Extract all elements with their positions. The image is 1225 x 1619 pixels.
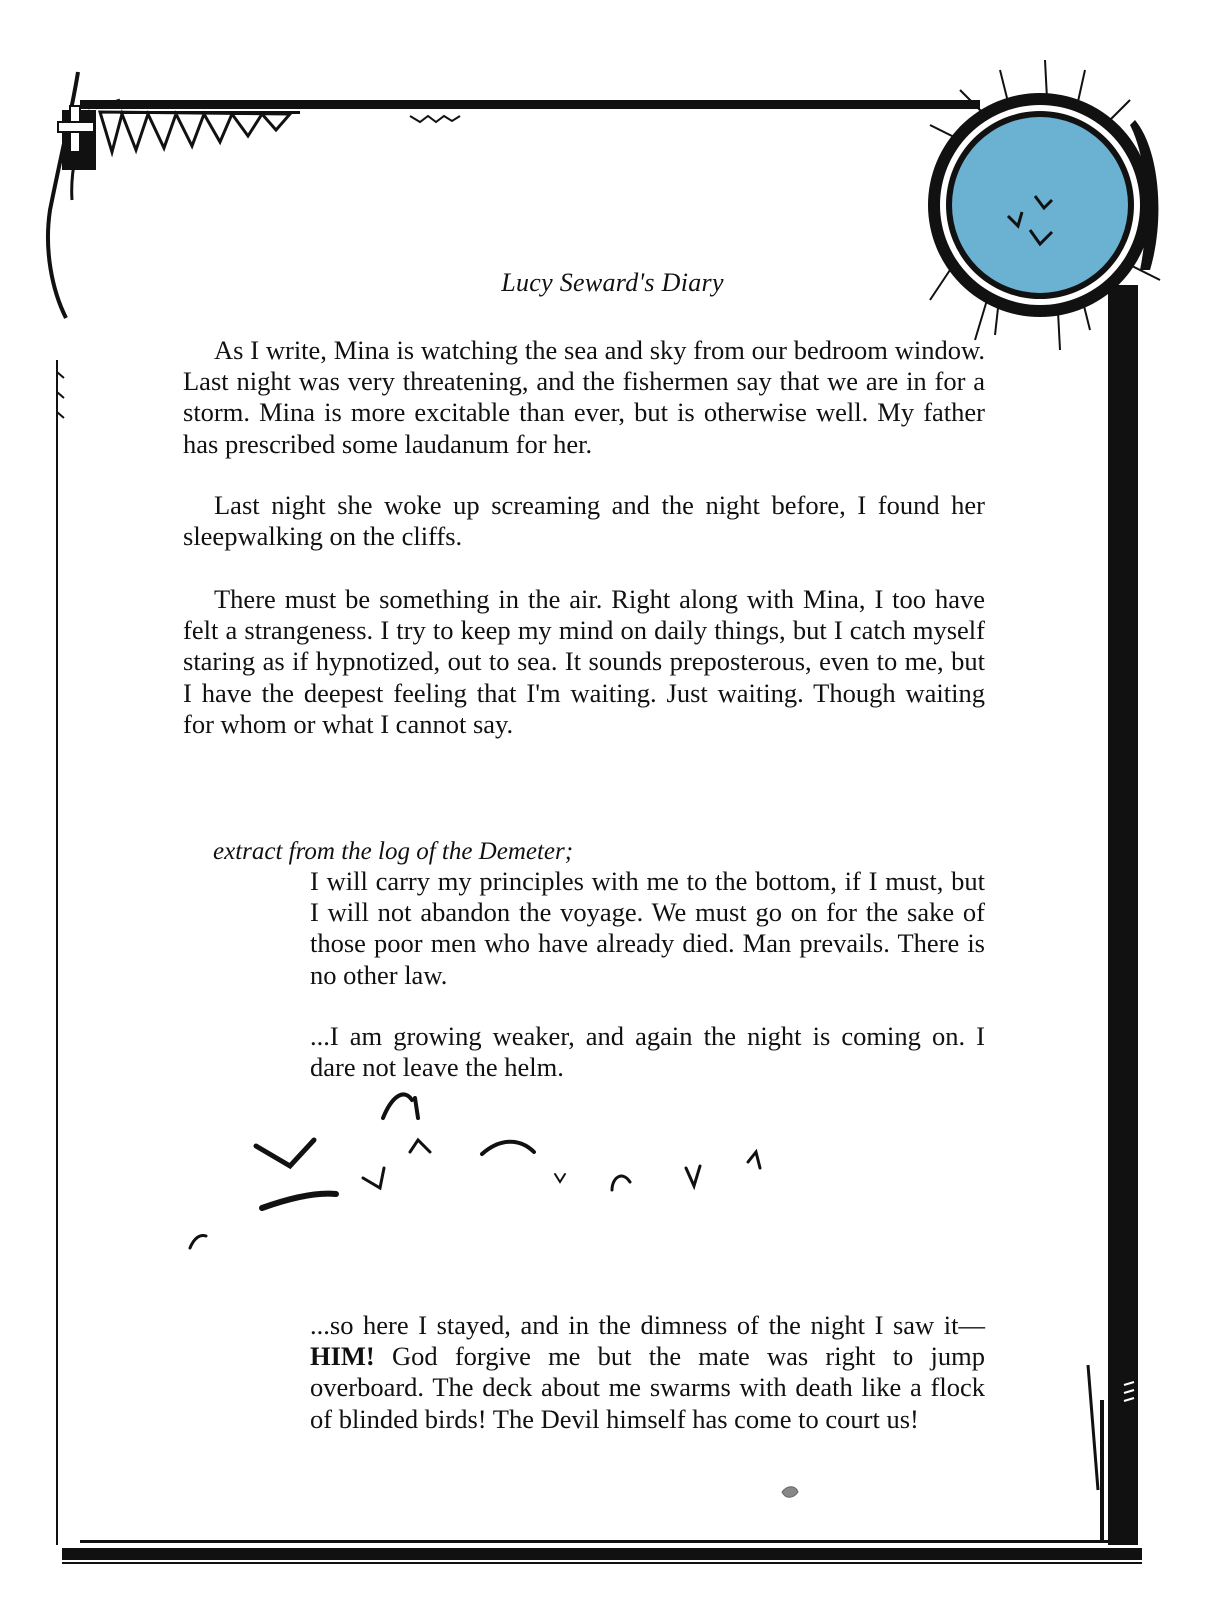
log-entry: I will carry my principles with me to the bottom, if I must, but I will not abandon the voyage. We must go on for the sake of those poor men who have already died. Man prevails. There is no other law. [310, 866, 985, 990]
left-border-line [56, 445, 58, 1545]
top-border-bar [80, 100, 980, 109]
diary-title: Lucy Seward's Diary [501, 268, 724, 297]
top-left-spikes [100, 112, 290, 152]
log-final-entry [310, 1310, 985, 1435]
diary-paragraph: Last night she woke up screaming and the night before, I found her sleepwalking on the cliffs. [183, 490, 985, 552]
log-final-text-after: God forgive me but the mate was right to jump overboard. The deck about me swarms with death like a flock of blinded birds! The Devil himself has come to court us! [310, 1341, 985, 1434]
bottom-border-thin [80, 1540, 1120, 1543]
left-edge-marks [57, 360, 64, 445]
diary-paragraph: There must be something in the air. Right along with Mina, I too have felt a strangeness. I try to keep my mind on daily things, but I catch myself staring as if hypnotized, out to sea. It sounds preposterous, even to me, but I have the deepest feeling that I'm waiting. Just waiting. Though waiting for whom or what I cannot say. [183, 584, 985, 739]
ink-smudge [782, 1487, 798, 1498]
right-border-thin [1100, 1400, 1104, 1540]
log-entry: ...I am growing weaker, and again the night is coming on. I dare not leave the helm. [310, 1021, 985, 1083]
birds-illustration [190, 1094, 760, 1248]
right-border-bar [1108, 285, 1138, 1545]
diary-paragraph: As I write, Mina is watching the sea and sky from our bedroom window. Last night was very threatening, and the fishermen say that we are in for a storm. Mina is more excitable than ever, but is otherwise well. My father has prescribed some laudanum for her. [183, 335, 985, 459]
log-final-text-before: ...so here I stayed, and in the dimness of the night I saw it— [310, 1310, 985, 1340]
bottom-border-bar [62, 1548, 1142, 1560]
log-final-emphasis: HIM! [310, 1341, 375, 1372]
top-mid-spikes [410, 116, 460, 122]
log-extract-label: extract from the log of the Demeter; [213, 838, 574, 865]
right-edge-marks [1088, 1365, 1098, 1490]
